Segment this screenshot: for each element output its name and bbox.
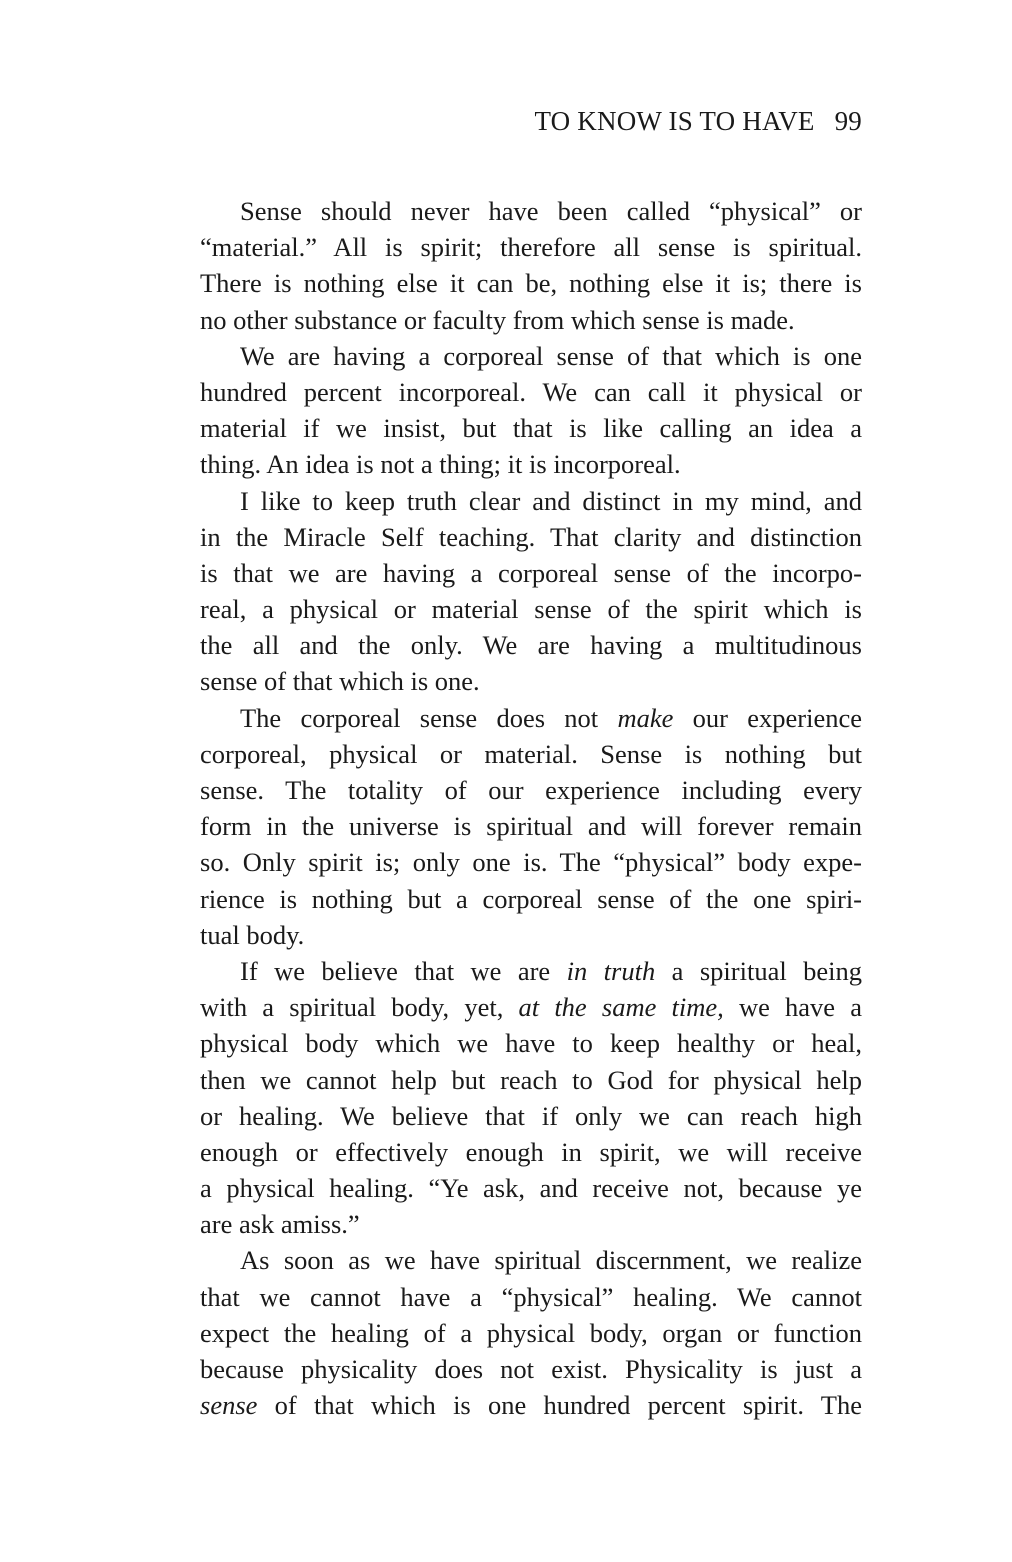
text-line — [200, 193, 862, 229]
running-head — [480, 106, 862, 146]
text-line — [200, 1387, 862, 1423]
text-line — [200, 627, 862, 663]
text-line — [200, 700, 862, 736]
text-run: we have a — [723, 992, 863, 1023]
text-line — [200, 483, 862, 519]
text-run: Sense should never have been called “physical” or — [240, 196, 862, 226]
text-line — [200, 446, 862, 482]
paragraph — [200, 700, 862, 953]
text-run: expect the healing of a physical body, organ or function — [200, 1317, 862, 1348]
text-line — [200, 808, 862, 844]
text-run: so. Only spirit is; only one is. The “physical” body expe- — [200, 847, 862, 878]
text-run: no other substance or faculty from which sense is made. — [200, 304, 795, 335]
text-run: hundred percent incorporeal. We can call it physical or — [200, 376, 862, 407]
paragraph — [200, 193, 862, 338]
text-run: If we believe that we are — [240, 955, 567, 986]
text-run: a spiritual being — [655, 955, 862, 986]
text-run: sense of that which is one. — [200, 666, 480, 697]
text-line — [200, 1134, 862, 1170]
text-run: real, a physical or material sense of the spirit which is — [200, 594, 862, 625]
text-line — [200, 953, 862, 989]
body-text — [200, 193, 862, 1423]
text-line — [200, 410, 862, 446]
text-line — [200, 1098, 862, 1134]
text-run: of that which is one hundred percent spirit. The — [257, 1390, 862, 1421]
text-run: is that we are having a corporeal sense of the incorpo- — [200, 557, 862, 588]
text-line — [200, 917, 862, 953]
text-line — [200, 555, 862, 591]
text-run: I like to keep truth clear and distinct in my mind, and — [240, 485, 862, 516]
text-run: in the Miracle Self teaching. That clarity and distinction — [200, 521, 862, 552]
text-line — [200, 772, 862, 808]
text-line — [200, 736, 862, 772]
paragraph — [200, 483, 862, 700]
text-run: material if we insist, but that is like calling an idea a — [200, 413, 862, 444]
page-number: 99 — [834, 106, 862, 136]
running-title: TO KNOW IS TO HAVE — [534, 106, 815, 136]
text-run: tual body. — [200, 919, 305, 950]
text-run: enough or effectively enough in spirit, we will receive — [200, 1136, 862, 1167]
text-run: The corporeal sense does not — [240, 702, 618, 733]
text-run: are ask amiss.” — [200, 1209, 360, 1240]
text-line — [200, 663, 862, 699]
text-line — [200, 374, 862, 410]
text-run: with a spiritual body, yet, — [200, 992, 519, 1023]
text-run: or healing. We believe that if only we can reach high — [200, 1100, 862, 1131]
text-run: We are having a corporeal sense of that which is one — [240, 340, 862, 371]
text-line — [200, 1351, 862, 1387]
text-run: our experience — [673, 702, 862, 733]
text-line — [200, 1062, 862, 1098]
text-run: a physical healing. “Ye ask, and receive not, because ye — [200, 1173, 862, 1204]
text-run: physical body which we have to keep healthy or heal, — [200, 1028, 862, 1059]
text-line — [200, 519, 862, 555]
paragraph — [200, 1242, 862, 1423]
text-line — [200, 844, 862, 880]
text-run: As soon as we have spiritual discernment, we realize — [240, 1245, 862, 1276]
italic-run: sense — [200, 1390, 258, 1421]
text-line — [200, 881, 862, 917]
text-run: the all and the only. We are having a multitudinous — [200, 630, 862, 661]
text-line — [200, 1279, 862, 1315]
text-run: that we cannot have a “physical” healing. We cannot — [200, 1281, 862, 1312]
text-line — [200, 229, 862, 265]
text-run: thing. An idea is not a thing; it is incorporeal. — [200, 449, 681, 480]
text-line — [200, 1170, 862, 1206]
text-line — [200, 1315, 862, 1351]
text-line — [200, 1242, 862, 1278]
text-line — [200, 1025, 862, 1061]
paragraph — [200, 338, 862, 483]
text-line — [200, 1206, 862, 1242]
text-run: because physicality does not exist. Physicality is just a — [200, 1354, 862, 1384]
text-line — [200, 265, 862, 301]
text-run: form in the universe is spiritual and will forever remain — [200, 811, 862, 842]
text-line — [200, 989, 862, 1025]
text-run: corporeal, physical or material. Sense is nothing but — [200, 738, 862, 769]
text-line — [200, 338, 862, 374]
italic-run: make — [617, 702, 674, 733]
paragraph — [200, 953, 862, 1243]
text-run: rience is nothing but a corporeal sense of the one spiri- — [200, 883, 862, 914]
text-line — [200, 302, 862, 338]
text-run: then we cannot help but reach to God for physical help — [200, 1064, 862, 1095]
italic-run: at the same time, — [518, 992, 724, 1023]
italic-run: in truth — [566, 955, 656, 986]
text-run: “material.” All is spirit; therefore all sense is spiritual. — [200, 232, 862, 263]
text-run: There is nothing else it can be, nothing else it is; there is — [200, 268, 862, 299]
text-line — [200, 591, 862, 627]
text-run: sense. The totality of our experience including every — [200, 775, 862, 805]
